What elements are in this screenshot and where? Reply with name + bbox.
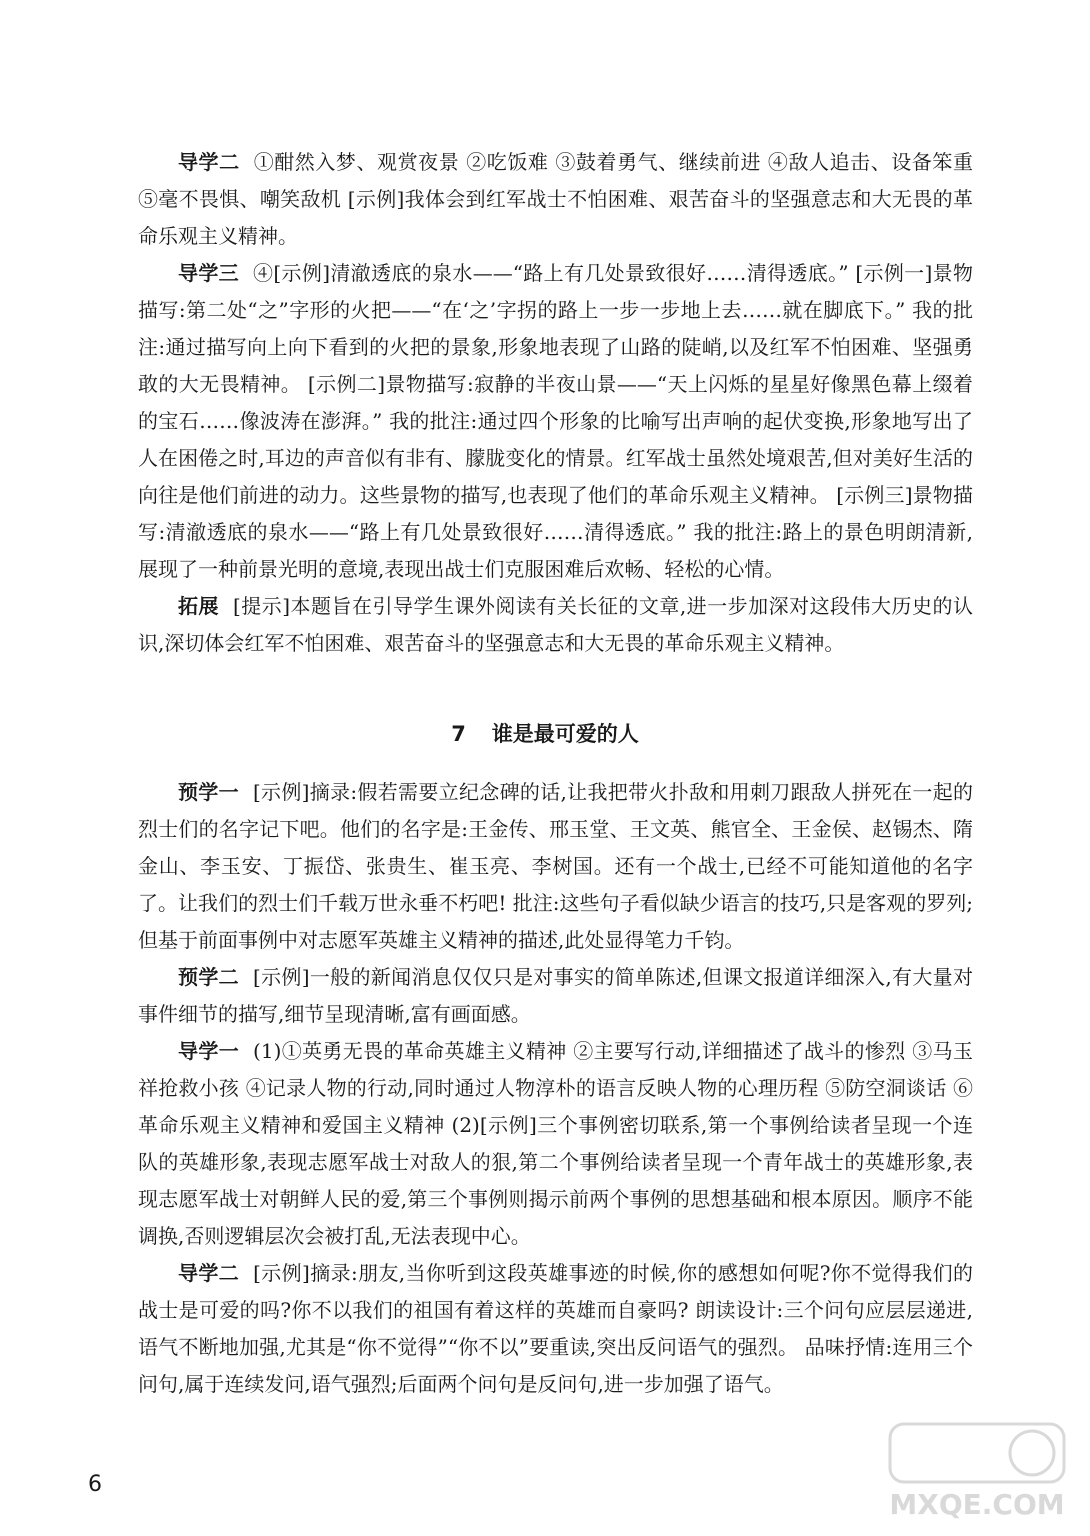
answer-text: [提示]本题旨在引导学生课外阅读有关长征的文章,进一步加深对这段伟大历史的认识,深切体会红军不怕困难、艰苦奋斗的坚强意志和大无畏的革命乐观主义精神。	[138, 594, 974, 655]
answer-daoxue2-lesson6	[138, 144, 973, 255]
answer-tuozhan-lesson6	[138, 588, 973, 662]
answer-label: 导学二	[178, 150, 240, 174]
answer-daoxue2	[138, 1255, 973, 1403]
answer-text: ①酣然入梦、观赏夜景 ②吃饭难 ③鼓着勇气、继续前进 ④敌人追击、设备笨重 ⑤毫不畏惧、嘲笑敌机 [示例]我体会到红军战士不怕困难、艰苦奋斗的坚强意志和大无畏的革命乐观主义精神。	[138, 150, 973, 248]
answer-text: ④[示例]清澈透底的泉水——“路上有几处景致很好……清得透底。” [示例一]景物描写:第二处“之”字形的火把——“在‘之’字拐的路上一步一步地上去……就在脚底下。” 我的批注:通过描写向上向下看到的火把的景象,形象地表现了山路的陡峭,以及红军不怕困难、坚强勇敢的大无畏精神。 [示例二]景物描写:寂静的半夜山景——“天上闪烁的星星好像黑色幕上缀着的宝石……像波涛在澎湃。” 我的批注:通过四个形象的比喻写出声响的起伏变换,形象地写出了人在困倦之时,耳边的声音似有非有、朦胧变化的情景。红军战士虽然处境艰苦,但对美好生活的向往是他们前进的动力。这些景物的描写,也表现了他们的革命乐观主义精神。 [示例三]景物描写:清澈透底的泉水——“路上有几处景致很好……清得透底。” 我的批注:路上的景色明朗清新,展现了一种前景光明的意境,表现出战士们克服困难后欢畅、轻松的心情。	[138, 261, 973, 581]
watermark-text: MXQE.COM	[889, 1488, 1065, 1521]
answer-label: 导学三	[178, 261, 240, 285]
answer-text: [示例]一般的新闻消息仅仅只是对事实的简单陈述,但课文报道详细深入,有大量对事件细节的描写,细节呈现清晰,富有画面感。	[138, 965, 973, 1026]
watermark-circle-icon	[1010, 1431, 1054, 1475]
answer-label: 导学二	[178, 1261, 240, 1285]
lesson-title-text: 谁是最可爱的人	[491, 722, 639, 746]
answer-text: [示例]摘录:朋友,当你听到这段英雄事迹的时候,你的感想如何呢?你不觉得我们的战士是可爱的吗?你不以我们的祖国有着这样的英雄而自豪吗? 朗读设计:三个问句应层层递进,语气不断地加强,尤其是“你不觉得”“你不以”要重读,突出反问语气的强烈。 品味抒情:连用三个问句,属于连续发问,语气强烈;后面两个问句是反问句,进一步加强了语气。	[138, 1261, 974, 1396]
answer-section-lesson6	[138, 144, 973, 662]
page-number: 6	[88, 1472, 102, 1497]
answer-text: [示例]摘录:假若需要立纪念碑的话,让我把带火扑敌和用刺刀跟敌人拼死在一起的烈士们的名字记下吧。他们的名字是:王金传、邢玉堂、王文英、熊官全、王金侯、赵锡杰、隋金山、李玉安、丁振岱、张贵生、崔玉亮、李树国。还有一个战士,已经不可能知道他的名字了。让我们的烈士们千载万世永垂不朽吧! 批注:这些句子看似缺少语言的技巧,只是客观的罗列;但基于前面事例中对志愿军英雄主义精神的描述,此处显得笔力千钧。	[138, 780, 974, 952]
answer-yuxue1	[138, 774, 973, 959]
answer-text: (1)①英勇无畏的革命英雄主义精神 ②主要写行动,详细描述了战斗的惨烈 ③马玉祥抢救小孩 ④记录人物的行动,同时通过人物淳朴的语言反映人物的心理历程 ⑤防空洞谈话 ⑥革命乐观主义精神和爱国主义精神 (2)[示例]三个事例密切联系,第一个事例给读者呈现一个连队的英雄形象,表现志愿军战士对敌人的狠,第二个事例给读者呈现一个青年战士的英雄形象,表现志愿军战士对朝鲜人民的爱,第三个事例则揭示前两个事例的思想基础和根本原因。顺序不能调换,否则逻辑层次会被打乱,无法表现中心。	[138, 1039, 973, 1248]
lesson-title	[0, 718, 1090, 748]
answer-daoxue1	[138, 1033, 973, 1255]
answer-daoxue3-lesson6	[138, 255, 973, 588]
answer-label: 预学二	[178, 965, 239, 989]
answer-label: 导学一	[178, 1039, 240, 1063]
answer-label: 拓展	[178, 594, 219, 618]
answer-yuxue2	[138, 959, 973, 1033]
answer-section-lesson7	[138, 774, 973, 1403]
watermark-logo	[882, 1416, 1072, 1526]
answer-label: 预学一	[178, 780, 239, 804]
lesson-number: 7	[451, 722, 466, 746]
